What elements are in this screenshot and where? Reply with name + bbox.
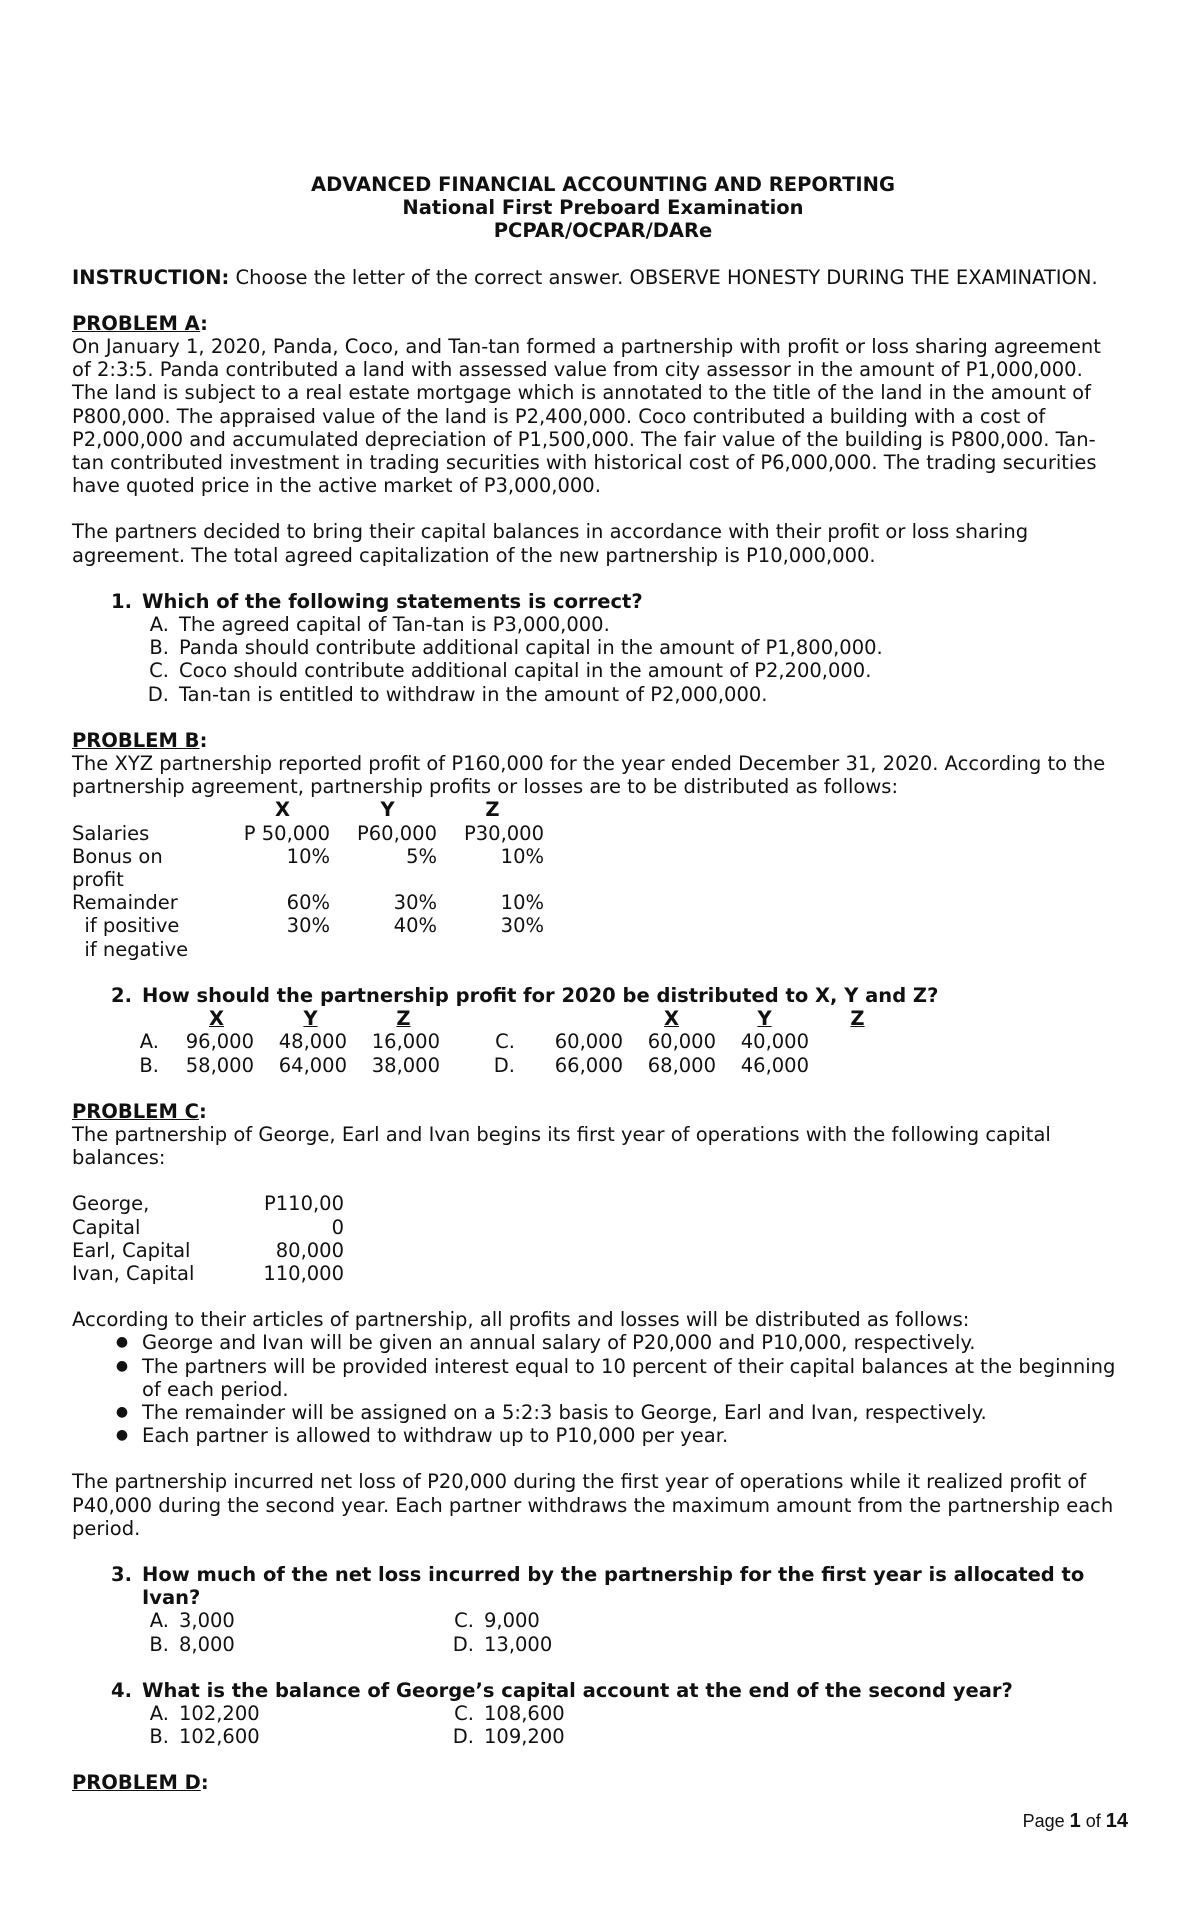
instruction (72, 266, 1134, 289)
problem-c-heading: PROBLEM C: (72, 1099, 207, 1123)
problem-c-paragraph-3: The partnership incurred net loss of P20,000 during the first year of operations while it realized profit of P40,000 during the second year. Each partner withdraws the maximum amount from the partnership each period. (72, 1470, 1114, 1540)
problem-b-heading: PROBLEM B: (72, 728, 208, 752)
question-4-options-row: A. 102,200 C. 108,600 (149, 1701, 565, 1725)
problem-a-heading: PROBLEM A: (72, 311, 208, 335)
bullet-item: ● Each partner is allowed to withdraw up to P10,000 per year. (72, 1424, 1134, 1447)
bullet-icon: ● (115, 1403, 129, 1420)
problem-d-heading: PROBLEM D: (72, 1771, 209, 1795)
instruction-text: Choose the letter of the correct answer. OBSERVE HONESTY DURING THE EXAMINATION. (229, 265, 1098, 289)
bullet-item: ● The partners will be provided interest equal to 10 percent of their capital balances at the beginning of each period. (72, 1355, 1134, 1401)
title-line-2: National First Preboard Examination (402, 196, 804, 220)
bullet-icon: ● (115, 1334, 129, 1351)
capital-balance-row: Earl, Capital 80,000 (72, 1238, 344, 1262)
profit-sharing-table (72, 798, 1134, 960)
bullet-icon: ● (115, 1427, 129, 1444)
problem-c-paragraph-2: According to their articles of partnership, all profits and losses will be distributed as follows: (72, 1308, 970, 1332)
problem-a-paragraph-1: On January 1, 2020, Panda, Coco, and Tan-tan formed a partnership with profit or loss sharing agreement of 2:3:5. Panda contributed a land with assessed value from city assessor in the amount of P1,000,000. The land is subject to a real estate mortgage which is annotated to the title of the land in the amount of P800,000. The appraised value of the land is P2,400,000. Coco contributed a building with a cost of P2,000,000 and accumulated depreciation of P1,500,000. The fair value of the building is P800,000. Tan- tan contributed investment in trading securities with historical cost of P6,000,000. The trading securities have quoted price in the active market of P3,000,000. (72, 335, 1101, 498)
bullet-item: ● The remainder will be assigned on a 5:2:3 basis to George, Earl and Ivan, respectively. (72, 1401, 1134, 1424)
bullet-icon: ● (115, 1357, 129, 1374)
title-line-1: ADVANCED FINANCIAL ACCOUNTING AND REPORTING (311, 173, 895, 196)
profit-sharing-row: if negative (72, 937, 189, 961)
question-1-option-a: A. The agreed capital of Tan-tan is P3,000,000. (149, 613, 610, 637)
question-1-option-b: B. Panda should contribute additional capital in the amount of P1,800,000. (149, 636, 883, 660)
option-letter: B. (139, 1053, 159, 1077)
question-2-header: X Y Z X Y Z (208, 1007, 865, 1031)
question-1-option-d: D. Tan-tan is entitled to withdraw in the amount of P2,000,000. (147, 682, 768, 706)
question-2-options-row: A. 96,000 48,000 16,000 C. 60,000 60,000 40,000 (72, 1030, 1134, 1053)
profit-sharing-row: Remainder 60% 30% 10% (72, 891, 544, 915)
profit-sharing-row: Bonus on 10% 5% 10% (72, 844, 544, 868)
question-2: 2. How should the partnership profit for 2020 be distributed to X, Y and Z? (111, 983, 939, 1007)
instruction-label: INSTRUCTION: (72, 265, 230, 289)
option-letter: A. (139, 1030, 159, 1054)
question-4-options-row: B. 102,600 D. 109,200 (149, 1725, 565, 1749)
capital-balance-row: George, P110,00 (72, 1192, 344, 1216)
exam-title (72, 173, 1134, 243)
profit-sharing-row: Salaries P 50,000 P60,000 P30,000 (72, 821, 544, 845)
question-3: 3. How much of the net loss incurred by the partnership for the first year is allocated to Ivan? (111, 1562, 1085, 1610)
profit-sharing-header: X Y Z (274, 798, 500, 822)
capital-balance-row: Capital 0 (72, 1215, 344, 1239)
question-3-options-row: B. 8,000 D. 13,000 (149, 1632, 553, 1656)
question-1-option-c: C. Coco should contribute additional capital in the amount of P2,200,000. (149, 659, 872, 683)
problem-c-paragraph-1: The partnership of George, Earl and Ivan begins its first year of operations with the following capital balances: (72, 1122, 1051, 1170)
capital-balances-table (72, 1192, 1134, 1285)
title-line-3: PCPAR/OCPAR/DARe (493, 219, 713, 243)
question-2-options-row: B. 58,000 64,000 38,000 D. 66,000 68,000 46,000 (72, 1054, 1134, 1077)
question-1: 1. Which of the following statements is correct? (111, 589, 643, 613)
problem-b-paragraph: The XYZ partnership reported profit of P160,000 for the year ended December 31, 2020. According to the partnership agreement, partnership profits or losses are to be distributed as follows: (72, 752, 1106, 799)
capital-balance-row: Ivan, Capital 110,000 (72, 1261, 344, 1285)
page-number: Page 1 of 14 (1022, 1810, 1128, 1832)
document-body (72, 173, 1134, 1795)
option-letter: D. (493, 1053, 515, 1077)
profit-sharing-row: profit (72, 868, 124, 892)
question-4: 4. What is the balance of George’s capital account at the end of the second year? (111, 1678, 1013, 1702)
option-letter: C. (495, 1030, 515, 1054)
bullet-item: ● George and Ivan will be given an annual salary of P20,000 and P10,000, respectively. (72, 1331, 1134, 1354)
problem-a-paragraph-2: The partners decided to bring their capital balances in accordance with their profit or loss sharing agreement. The total agreed capitalization of the new partnership is P10,000,000. (72, 520, 1029, 567)
question-3-options-row: A. 3,000 C. 9,000 (149, 1609, 540, 1633)
profit-sharing-row: if positive 30% 40% 30% (72, 914, 544, 938)
